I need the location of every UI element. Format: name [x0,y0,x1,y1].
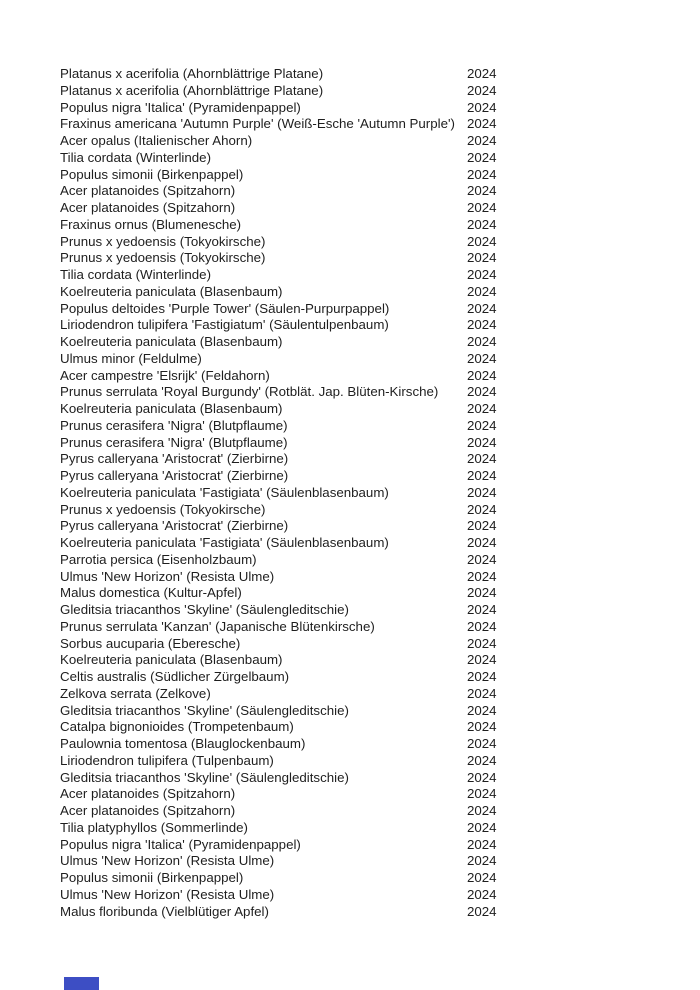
species-name: Ulmus 'New Horizon' (Resista Ulme) [60,853,275,869]
species-name: Koelreuteria paniculata (Blasenbaum) [60,283,283,299]
inventory-year: 2024 [467,468,497,483]
species-name: Fraxinus americana 'Autumn Purple' (Weiß-Esche 'Autumn Purple') [60,116,455,132]
list-row [60,853,700,870]
list-row [60,502,700,519]
species-name: Paulownia tomentosa (Blauglockenbaum) [60,736,306,751]
species-name: Pyrus calleryana 'Aristocrat' (Zierbirne) [60,468,289,483]
inventory-year: 2024 [467,283,497,299]
list-row [60,418,700,435]
inventory-year: 2024 [467,752,497,768]
inventory-year: 2024 [467,401,497,416]
list-row [60,435,700,452]
species-name: Liriodendron tulipifera (Tulpenbaum) [60,752,274,768]
inventory-year: 2024 [467,652,497,668]
list-row [60,133,700,150]
inventory-year: 2024 [467,99,497,115]
list-row [60,803,700,820]
list-row [60,401,700,418]
inventory-year: 2024 [467,133,497,148]
inventory-year: 2024 [467,417,497,433]
list-row [60,334,700,351]
inventory-year: 2024 [467,518,497,534]
species-name: Platanus x acerifolia (Ahornblättrige Platane) [60,66,324,81]
species-name: Malus domestica (Kultur-Apfel) [60,585,242,601]
list-row [60,301,700,318]
species-name: Prunus serrulata 'Kanzan' (Japanische Blütenkirsche) [60,618,375,634]
list-row [60,837,700,854]
list-row [60,100,700,117]
inventory-year: 2024 [467,233,497,249]
list-row [60,83,700,100]
inventory-year: 2024 [467,886,497,902]
list-row [60,904,700,921]
species-name: Populus deltoides 'Purple Tower' (Säulen-Purpurpappel) [60,300,390,316]
list-row [60,552,700,569]
list-row [60,636,700,653]
species-name: Catalpa bignonioides (Trompetenbaum) [60,719,294,735]
list-row [60,686,700,703]
inventory-year: 2024 [467,769,497,785]
species-name: Acer opalus (Italienischer Ahorn) [60,133,253,148]
list-row [60,167,700,184]
species-name: Prunus x yedoensis (Tokyokirsche) [60,501,266,517]
species-name: Acer platanoides (Spitzahorn) [60,183,236,199]
species-name: Gleditsia triacanthos 'Skyline' (Säulengleditschie) [60,602,349,617]
species-name: Prunus x yedoensis (Tokyokirsche) [60,233,266,249]
list-row [60,669,700,686]
species-name: Pyrus calleryana 'Aristocrat' (Zierbirne) [60,451,289,467]
species-name: Koelreuteria paniculata 'Fastigiata' (Säulenblasenbaum) [60,484,389,500]
species-name: Sorbus aucuparia (Eberesche) [60,635,241,651]
species-name: Zelkova serrata (Zelkove) [60,685,211,701]
list-row [60,351,700,368]
list-row [60,217,700,234]
species-name: Prunus cerasifera 'Nigra' (Blutpflaume) [60,417,288,433]
species-name: Populus nigra 'Italica' (Pyramidenpappel) [60,836,301,852]
inventory-year: 2024 [467,250,497,266]
list-row [60,820,700,837]
inventory-year: 2024 [467,350,497,366]
list-row [60,183,700,200]
species-name: Prunus cerasifera 'Nigra' (Blutpflaume) [60,434,288,450]
inventory-year: 2024 [467,149,497,165]
inventory-year: 2024 [467,267,497,282]
list-row [60,770,700,787]
inventory-year: 2024 [467,786,497,802]
list-row [60,753,700,770]
species-name: Acer platanoides (Spitzahorn) [60,200,236,215]
species-name: Koelreuteria paniculata 'Fastigiata' (Säulenblasenbaum) [60,535,389,550]
inventory-year: 2024 [467,685,497,701]
inventory-year: 2024 [467,836,497,852]
species-name: Gleditsia triacanthos 'Skyline' (Säulengleditschie) [60,702,349,718]
inventory-year: 2024 [467,317,497,333]
species-name: Ulmus 'New Horizon' (Resista Ulme) [60,568,275,584]
page-bottom-blue-marker[interactable] [64,977,99,990]
inventory-year: 2024 [467,451,497,467]
species-name: Ulmus 'New Horizon' (Resista Ulme) [60,886,275,902]
list-row [60,150,700,167]
inventory-year: 2024 [467,803,497,818]
species-name: Fraxinus ornus (Blumenesche) [60,216,242,232]
inventory-year: 2024 [467,166,497,182]
list-row [60,66,700,83]
species-name: Gleditsia triacanthos 'Skyline' (Säulengleditschie) [60,769,349,785]
list-row [60,619,700,636]
species-name: Populus simonii (Birkenpappel) [60,870,244,885]
inventory-year: 2024 [467,200,497,215]
list-row [60,652,700,669]
species-name: Platanus x acerifolia (Ahornblättrige Platane) [60,82,324,98]
species-name: Koelreuteria paniculata (Blasenbaum) [60,334,283,349]
species-year-list [60,66,700,920]
list-row [60,234,700,251]
list-row [60,569,700,586]
list-row [60,368,700,385]
inventory-year: 2024 [467,719,497,735]
list-row [60,384,700,401]
species-name: Acer platanoides (Spitzahorn) [60,803,236,818]
list-row [60,250,700,267]
species-name: Prunus serrulata 'Royal Burgundy' (Rotblät. Jap. Blüten-Kirsche) [60,384,439,400]
species-name: Malus floribunda (Vielblütiger Apfel) [60,903,269,919]
list-row [60,719,700,736]
inventory-year: 2024 [467,216,497,232]
list-row [60,284,700,301]
species-name: Ulmus minor (Feldulme) [60,350,202,366]
inventory-year: 2024 [467,585,497,601]
species-name: Tilia cordata (Winterlinde) [60,267,211,282]
inventory-year: 2024 [467,602,497,617]
species-name: Acer platanoides (Spitzahorn) [60,786,236,802]
list-row [60,317,700,334]
inventory-year: 2024 [467,551,497,567]
species-name: Liriodendron tulipifera 'Fastigiatum' (Säulentulpenbaum) [60,317,389,333]
inventory-year: 2024 [467,501,497,517]
list-row [60,535,700,552]
inventory-year: 2024 [467,819,497,835]
species-name: Celtis australis (Südlicher Zürgelbaum) [60,669,290,684]
inventory-year: 2024 [467,183,497,199]
inventory-year: 2024 [467,116,497,132]
inventory-year: 2024 [467,903,497,919]
list-row [60,887,700,904]
species-name: Populus simonii (Birkenpappel) [60,166,244,182]
list-row [60,200,700,217]
inventory-year: 2024 [467,66,497,81]
inventory-year: 2024 [467,384,497,400]
inventory-year: 2024 [467,669,497,684]
list-row [60,786,700,803]
inventory-year: 2024 [467,635,497,651]
list-row [60,703,700,720]
list-row [60,468,700,485]
species-name: Koelreuteria paniculata (Blasenbaum) [60,401,283,416]
species-name: Parrotia persica (Eisenholzbaum) [60,551,257,567]
inventory-year: 2024 [467,870,497,885]
species-name: Populus nigra 'Italica' (Pyramidenpappel) [60,99,301,115]
inventory-year: 2024 [467,484,497,500]
list-row [60,116,700,133]
species-name: Koelreuteria paniculata (Blasenbaum) [60,652,283,668]
inventory-year: 2024 [467,853,497,869]
list-row [60,585,700,602]
inventory-year: 2024 [467,568,497,584]
inventory-year: 2024 [467,82,497,98]
inventory-year: 2024 [467,367,497,383]
inventory-year: 2024 [467,334,497,349]
inventory-year: 2024 [467,535,497,550]
list-row [60,870,700,887]
species-name: Acer campestre 'Elsrijk' (Feldahorn) [60,367,270,383]
list-row [60,736,700,753]
list-row [60,518,700,535]
species-name: Pyrus calleryana 'Aristocrat' (Zierbirne) [60,518,289,534]
inventory-year: 2024 [467,434,497,450]
species-name: Prunus x yedoensis (Tokyokirsche) [60,250,266,266]
list-row [60,602,700,619]
inventory-year: 2024 [467,702,497,718]
list-row [60,267,700,284]
inventory-year: 2024 [467,618,497,634]
inventory-year: 2024 [467,736,497,751]
list-row [60,485,700,502]
species-name: Tilia platyphyllos (Sommerlinde) [60,819,248,835]
inventory-year: 2024 [467,300,497,316]
species-name: Tilia cordata (Winterlinde) [60,149,211,165]
list-row [60,451,700,468]
